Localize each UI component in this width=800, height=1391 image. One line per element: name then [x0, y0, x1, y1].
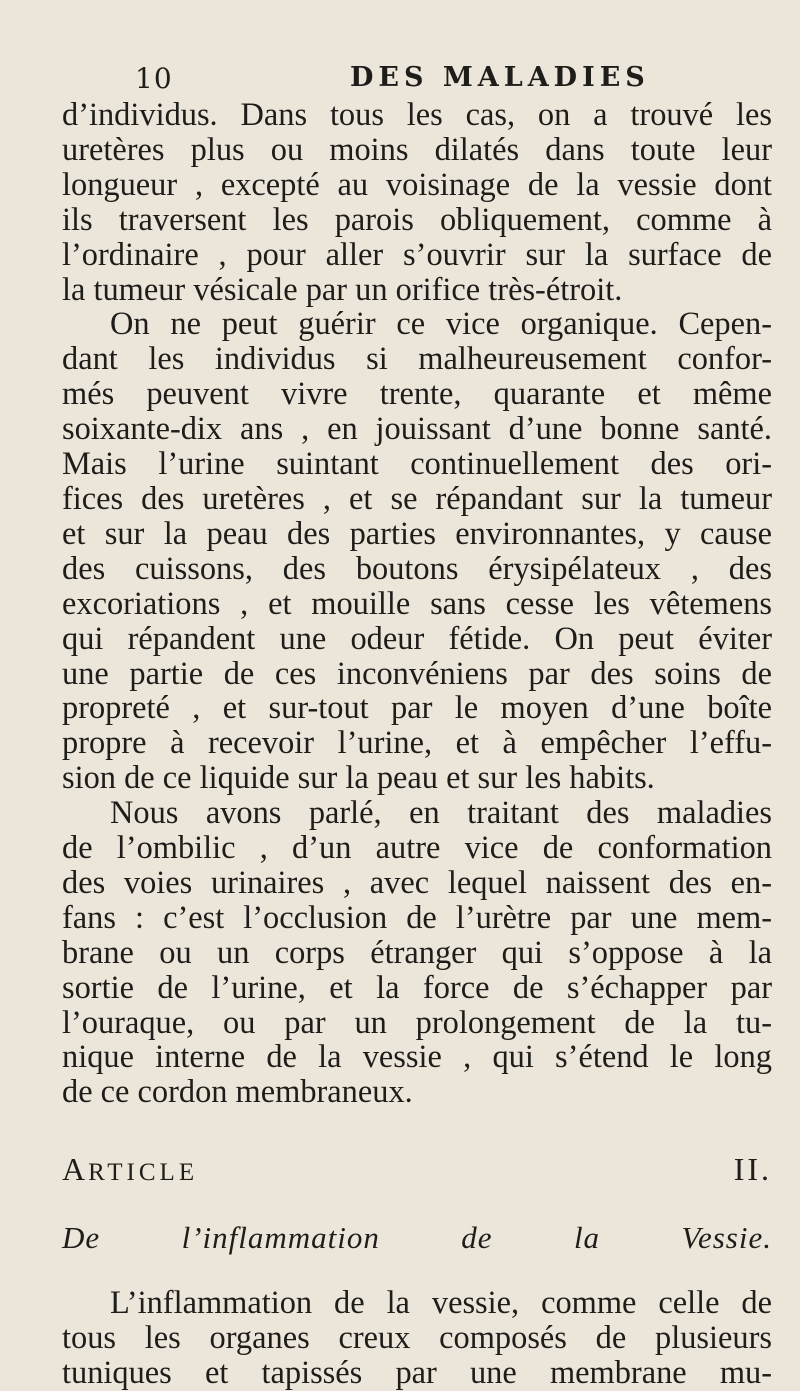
text-line: tous les organes creux composés de plusieurs — [62, 1320, 772, 1356]
text-line: nique interne de la vessie , qui s’étend le long — [62, 1039, 772, 1076]
paragraph-1 — [62, 98, 772, 307]
text-line: fans : c’est l’occlusion de l’urètre par une mem- — [62, 899, 772, 936]
paragraph-4 — [62, 1286, 772, 1391]
text-line: brane ou un corps étranger qui s’oppose à la — [62, 934, 772, 971]
text-line: propre à recevoir l’urine, et à empêcher l’effu- — [62, 725, 772, 762]
text-line: soixante-dix ans , en jouissant d’une bonne santé. — [62, 411, 772, 448]
text-line: de l’ombilic , d’un autre vice de conformation — [62, 830, 772, 867]
running-head — [0, 62, 800, 98]
text-line: sortie de l’urine, et la force de s’échapper par — [62, 969, 772, 1006]
text-line: propreté , et sur-tout par le moyen d’une boîte — [62, 690, 772, 727]
text-line: On ne peut guérir ce vice organique. Cepen- — [110, 306, 772, 343]
paragraph-3 — [62, 796, 772, 1110]
text-line: l’ordinaire , pour aller s’ouvrir sur la surface de — [62, 236, 772, 273]
text-line: et sur la peau des parties environnantes, y cause — [62, 515, 772, 552]
text-line: des cuissons, des boutons érysipélateux , des — [62, 550, 772, 587]
text-line: Nous avons parlé, en traitant des maladies — [110, 795, 772, 832]
text-line: ils traversent les parois obliquement, comme à — [62, 201, 772, 238]
text-line: fices des uretères , et se répandant sur la tumeur — [62, 480, 772, 517]
article-heading — [62, 1152, 772, 1191]
text-line: L’inflammation de la vessie, comme celle de — [110, 1285, 772, 1322]
article-initial: A — [62, 1151, 89, 1188]
text-line: Mais l’urine suintant continuellement des ori- — [62, 446, 772, 483]
article-numeral: II. — [733, 1151, 772, 1188]
paragraph-2 — [62, 307, 772, 796]
page-number: 10 — [135, 62, 173, 95]
text-line: dant les individus si malheureusement confor- — [62, 341, 772, 378]
text-line: qui répandent une odeur fétide. On peut éviter — [62, 620, 772, 657]
text-line: de ce cordon membraneux. — [62, 1074, 413, 1111]
text-line: sion de ce liquide sur la peau et sur les habits. — [62, 760, 655, 797]
text-line: excoriations , et mouille sans cesse les vêtemens — [62, 585, 772, 622]
body-text — [62, 98, 772, 1391]
text-line: une partie de ces inconvéniens par des soins de — [62, 655, 772, 692]
text-line: tuniques et tapissés par une membrane mu- — [62, 1354, 772, 1391]
article-word: RTICLE — [88, 1159, 199, 1187]
text-line: l’ouraque, ou par un prolongement de la tu- — [62, 1004, 772, 1041]
section-title: De l’inflammation de la Vessie. — [62, 1220, 772, 1256]
text-line: més peuvent vivre trente, quarante et même — [62, 376, 772, 413]
text-line: des voies urinaires , avec lequel naissent des en- — [62, 864, 772, 901]
running-title: DES MALADIES — [350, 62, 650, 93]
text-line: d’individus. Dans tous les cas, on a trouvé les — [62, 97, 772, 133]
text-line: uretères plus ou moins dilatés dans toute leur — [62, 131, 772, 168]
text-line: longueur , excepté au voisinage de la vessie dont — [62, 166, 772, 203]
text-line: la tumeur vésicale par un orifice très-étroit. — [62, 271, 623, 308]
